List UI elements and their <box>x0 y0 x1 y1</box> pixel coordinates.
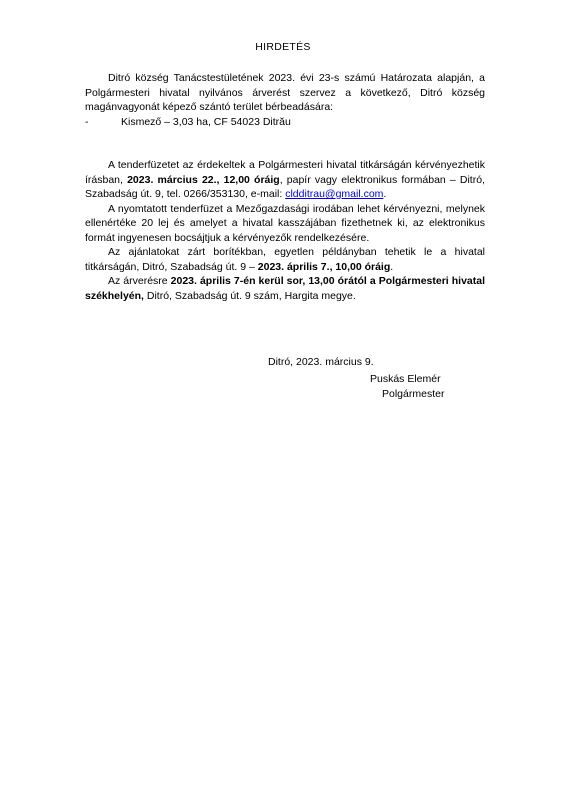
tender-request-deadline: 2023. március 22., 12,00 óráig <box>127 173 280 186</box>
signer-name: Puskás Elemér <box>370 373 441 385</box>
place-and-date: Ditró, 2023. március 9. <box>268 356 374 368</box>
list-dash: - <box>85 115 89 128</box>
paragraph-auction <box>85 274 485 303</box>
auction-date-place: 2023. április 7-én kerül sor, 13,00 órától a Polgármesteri hivatal székhelyén, <box>85 275 486 302</box>
paragraph-offers <box>85 245 485 274</box>
paragraph-spacer <box>85 129 485 158</box>
tender-request-end: . <box>383 188 387 200</box>
signer-title: Polgármester <box>382 388 445 400</box>
paragraph-tender-request <box>85 158 485 202</box>
email-link[interactable]: cldditrau@gmail.com <box>285 188 384 200</box>
tender-request-contact: , papír vagy elektronikus formában – Ditró, Szabadság út. 9, tel. 0266/353130, e-mail: <box>85 173 485 200</box>
document-title: HIRDETÉS <box>255 41 311 53</box>
auction-address: Ditró, Szabadság út. 9 szám, Hargita megye. <box>143 289 356 302</box>
paragraph-decision: Ditró község Tanácstestületének 2023. évi 23-s számú Határozata alapján, a Polgármesteri hivatal nyilvános árverést szervez a következő, Ditró község magánvagyonát képező szántó terület bérbeadására: <box>85 72 485 113</box>
offers-text: Az ajánlatokat zárt borítékban, egyetlen példányban tehetik le a hivatal titkárságán, Ditró, Szabadság út. 9 – <box>85 246 485 273</box>
auction-text: Az árverésre <box>108 275 171 287</box>
document-body <box>85 71 485 303</box>
tender-request-text: A tenderfüzetet az érdekeltek a Polgármesteri hivatal titkárságán kérvényezhetik írásban, <box>85 159 485 186</box>
offers-deadline: 2023. április 7., 10,00 óráig <box>257 260 391 273</box>
paragraph-printed-tender: A nyomtatott tenderfüzet a Mezőgazdasági irodában lehet kérvényezni, melynek ellenértéke 20 lej és amelyet a hivatal kasszájában fizethetnek ki, az elektronikus formát ingyenesen bocsájtjuk a kérvényezők rendelkezésére. <box>85 202 485 244</box>
offers-end: . <box>390 260 394 273</box>
list-item-land <box>85 115 485 130</box>
list-item-text: Kismező – 3,03 ha, CF 54023 Ditrău <box>121 115 291 128</box>
